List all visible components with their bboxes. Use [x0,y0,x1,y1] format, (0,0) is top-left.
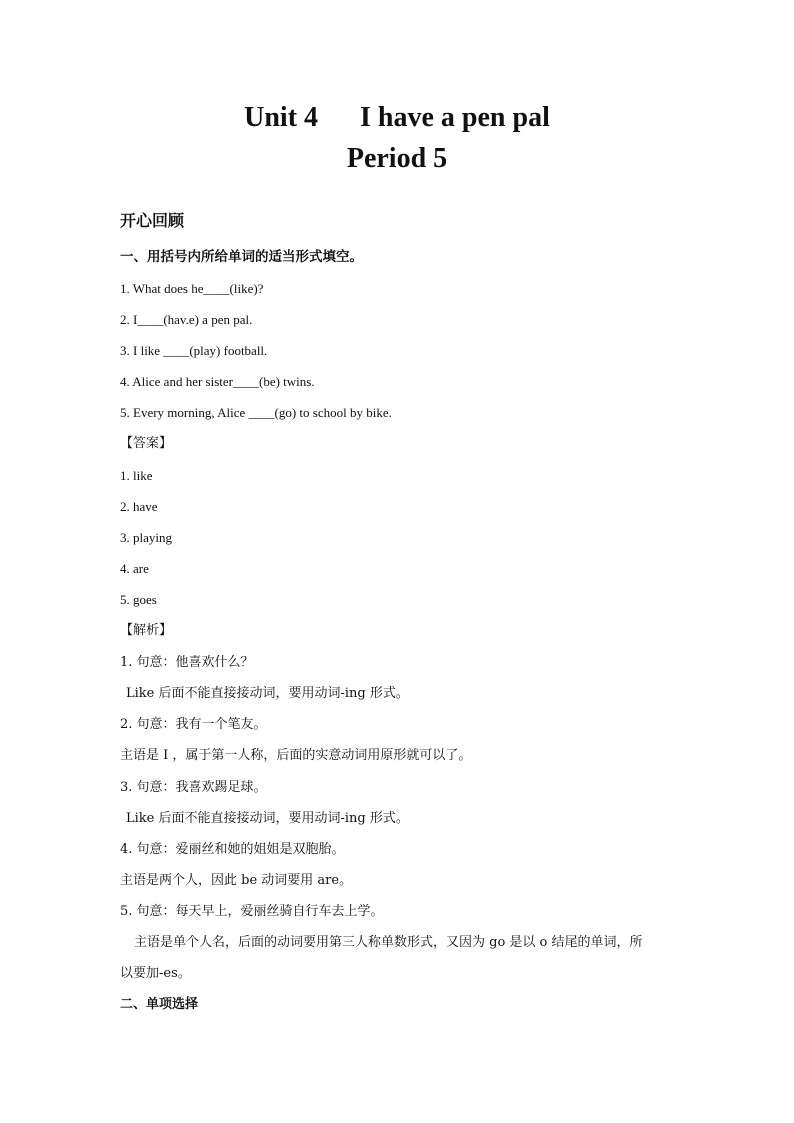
part2-heading: 二、单项选择 [120,997,199,1012]
analysis-3-meaning: 3. 句意：我喜欢踢足球。 [120,780,267,795]
analysis-5-meaning: 5. 句意：每天早上，爱丽丝骑自行车去上学。 [120,904,384,919]
analysis-label: 【解析】 [120,623,173,638]
analysis-4-explanation: 主语是两个人，因此 be 动词要用 are。 [120,873,353,888]
analysis-3-explanation: Like 后面不能直接接动词，要用动词-ing 形式。 [126,811,409,826]
answer-3: 3. playing [120,530,172,545]
period-title: Period 5 [346,143,448,174]
analysis-5-explanation-line2: 以要加-es。 [120,966,191,981]
unit-title [0,101,794,135]
analysis-2-meaning: 2. 句意：我有一个笔友。 [120,717,267,732]
analysis-4-meaning: 4. 句意：爱丽丝和她的姐姐是双胞胎。 [120,842,345,857]
answer-1: 1. like [120,468,153,483]
answer-2: 2. have [120,499,158,514]
unit-name: I have a pen pal [360,102,550,133]
analysis-1-meaning: 1. 句意：他喜欢什么？ [120,655,254,670]
question-5: 5. Every morning, Alice ____(go) to school by bike. [120,405,392,420]
section-review-heading: 开心回顾 [120,211,185,230]
analysis-1-explanation: Like 后面不能直接接动词，要用动词-ing 形式。 [126,686,409,701]
analysis-2-explanation: 主语是 I ，属于第一人称，后面的实意动词用原形就可以了。 [120,748,472,763]
analysis-5-explanation-line1: 主语是单个人名，后面的动词要用第三人称单数形式，又因为 go 是以 o 结尾的单词，所 [134,935,643,950]
answer-4: 4. are [120,561,149,576]
answer-label: 【答案】 [120,436,173,451]
question-3: 3. I like ____(play) football. [120,343,268,358]
question-1: 1. What does he____(like)? [120,281,264,296]
answer-5: 5. goes [120,592,157,607]
unit-number: Unit 4 [244,102,319,133]
part1-heading: 一、用括号内所给单词的适当形式填空。 [120,249,363,265]
question-2: 2. I____(hav.e) a pen pal. [120,312,253,327]
question-4: 4. Alice and her sister____(be) twins. [120,374,315,389]
